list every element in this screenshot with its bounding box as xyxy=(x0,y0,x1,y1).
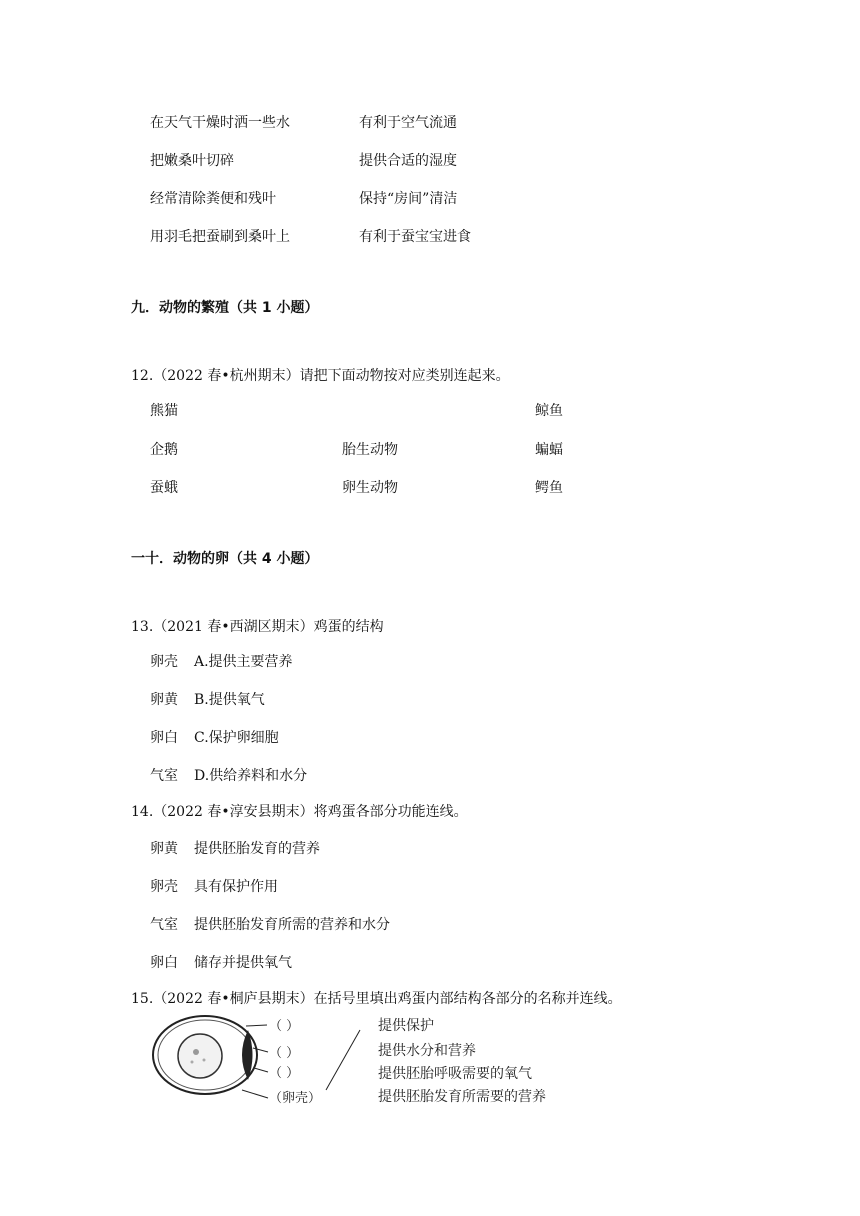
q15-blank-3: （ ） xyxy=(269,1066,300,1081)
q15-function-4: 提供胚胎发育所需要的营养 xyxy=(378,1089,546,1105)
section-9-heading: 九．动物的繁殖（共 1 小题） xyxy=(131,300,319,316)
q14-part-2: 卵壳 xyxy=(150,879,178,895)
q12-right-1: 鲸鱼 xyxy=(535,403,563,419)
q14-func-4: 储存并提供氧气 xyxy=(194,955,292,971)
egg-yolk-shape xyxy=(178,1034,222,1078)
s8-right-3: 保持“房间”清洁 xyxy=(359,191,458,207)
q14-func-1: 提供胚胎发育的营养 xyxy=(194,841,320,857)
q13-part-3: 卵白 xyxy=(150,730,178,746)
q12-right-3: 鳄鱼 xyxy=(535,480,563,496)
q15-function-2: 提供水分和营养 xyxy=(378,1043,476,1059)
egg-structure-diagram xyxy=(150,1012,580,1112)
q13-part-1: 卵壳 xyxy=(150,654,178,670)
s8-right-4: 有利于蚕宝宝进食 xyxy=(359,229,471,245)
q12-stem: 12.（2022 春•杭州期末）请把下面动物按对应类别连起来。 xyxy=(131,368,510,384)
s8-right-2: 提供合适的湿度 xyxy=(359,153,457,169)
s8-left-4: 用羽毛把蚕刷到桑叶上 xyxy=(150,229,290,245)
q13-func-1: A.提供主要营养 xyxy=(194,654,293,670)
s8-left-3: 经常清除粪便和残叶 xyxy=(150,191,276,207)
q13-func-2: B.提供氧气 xyxy=(194,692,265,708)
section-10-heading: 一十．动物的卵（共 4 小题） xyxy=(131,551,319,567)
q15-function-3: 提供胚胎呼吸需要的氧气 xyxy=(378,1066,532,1082)
q15-blank-1: （ ） xyxy=(269,1019,300,1034)
q14-func-2: 具有保护作用 xyxy=(194,879,278,895)
s8-left-2: 把嫩桑叶切碎 xyxy=(150,153,234,169)
q14-part-3: 气室 xyxy=(150,917,178,933)
q13-stem: 13.（2021 春•西湖区期末）鸡蛋的结构 xyxy=(131,619,384,635)
q12-left-1: 熊猫 xyxy=(150,403,178,419)
q14-part-4: 卵白 xyxy=(150,955,178,971)
q14-part-1: 卵黄 xyxy=(150,841,178,857)
q12-middle-1: 胎生动物 xyxy=(342,442,398,458)
q15-blank-2: （ ） xyxy=(269,1046,300,1061)
s8-left-1: 在天气干燥时洒一些水 xyxy=(150,115,290,131)
q13-part-4: 气室 xyxy=(150,768,178,784)
q14-stem: 14.（2022 春•淳安县期末）将鸡蛋各部分功能连线。 xyxy=(131,804,468,820)
q13-part-2: 卵黄 xyxy=(150,692,178,708)
s8-right-1: 有利于空气流通 xyxy=(359,115,457,131)
q15-stem: 15.（2022 春•桐庐县期末）在括号里填出鸡蛋内部结构各部分的名称并连线。 xyxy=(131,991,622,1007)
q12-left-2: 企鹅 xyxy=(150,442,178,458)
q12-middle-2: 卵生动物 xyxy=(342,480,398,496)
q13-func-4: D.供给养料和水分 xyxy=(194,768,308,784)
q12-right-2: 蝙蝠 xyxy=(535,442,563,458)
q15-function-1: 提供保护 xyxy=(378,1018,434,1034)
q12-left-3: 蚕蛾 xyxy=(150,480,178,496)
q14-func-3: 提供胚胎发育所需的营养和水分 xyxy=(194,917,390,933)
q13-func-3: C.保护卵细胞 xyxy=(194,730,279,746)
q15-eggshell-label: （卵壳） xyxy=(269,1091,322,1106)
